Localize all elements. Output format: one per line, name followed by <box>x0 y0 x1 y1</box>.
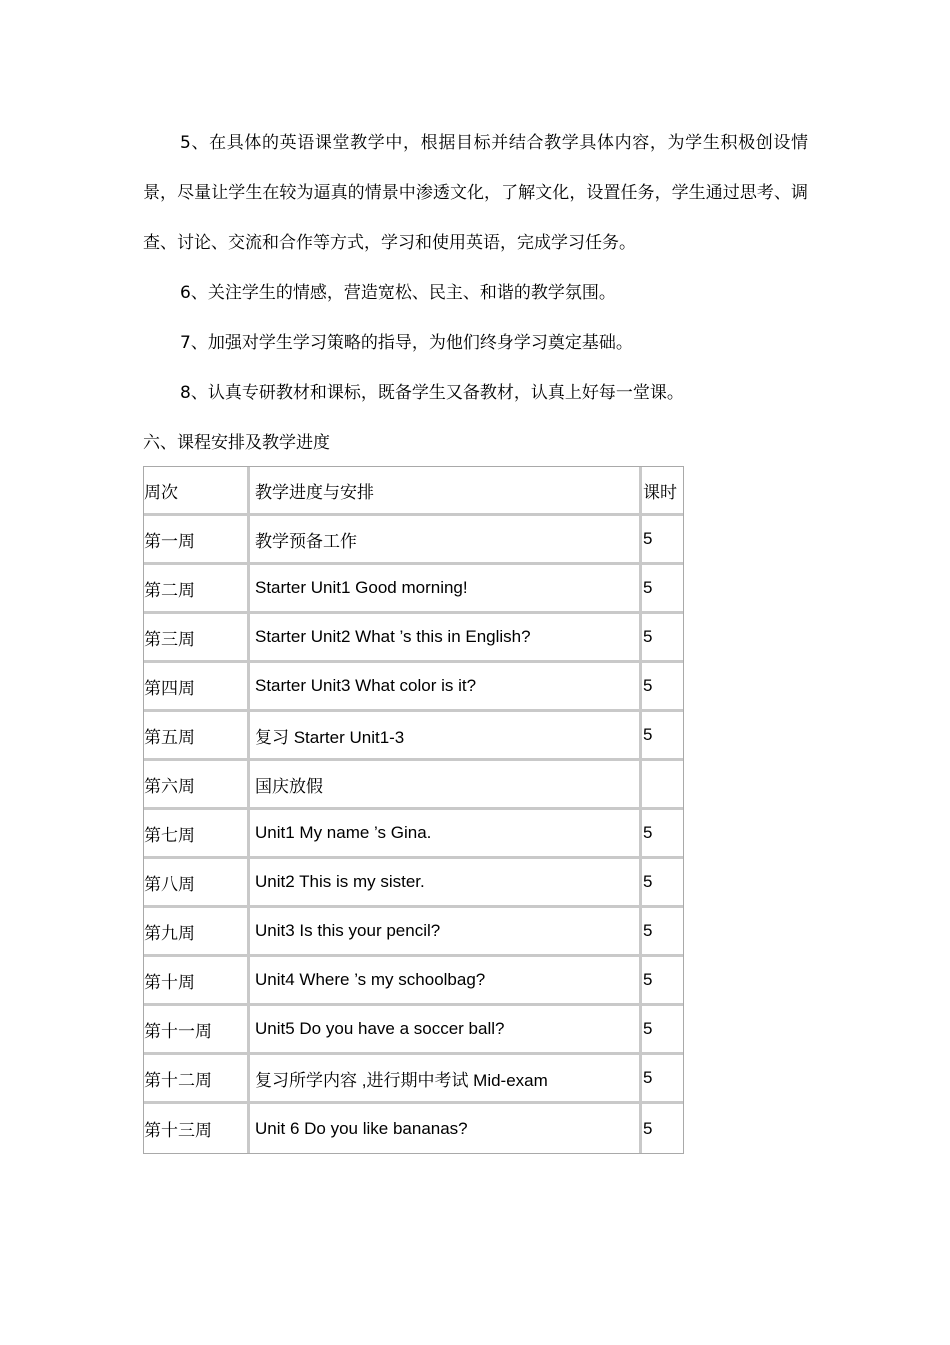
table-row <box>144 1104 683 1153</box>
week-cell: 第五周 <box>144 712 250 761</box>
content-cell: Starter Unit1 Good morning! <box>250 565 642 614</box>
hours-cell: 5 <box>642 516 683 565</box>
table-row <box>144 859 683 908</box>
table-row <box>144 1006 683 1055</box>
paragraph-7: 7、加强对学生学习策略的指导，为他们终身学习奠定基础。 <box>180 333 633 353</box>
hours-cell: 5 <box>642 908 683 957</box>
table-row <box>144 957 683 1006</box>
paragraph-6: 6、关注学生的情感，营造宽松、民主、和谐的教学氛围。 <box>180 283 616 303</box>
week-cell: 第十周 <box>144 957 250 1006</box>
header-content: 教学进度与安排 <box>250 467 642 516</box>
content-cell: Unit1 My name ’s Gina. <box>250 810 642 859</box>
week-cell: 第七周 <box>144 810 250 859</box>
table-header-row <box>144 467 683 516</box>
table-row <box>144 663 683 712</box>
hours-cell: 5 <box>642 957 683 1006</box>
paragraph-5: 5、在具体的英语课堂教学中，根据目标并结合教学具体内容，为学生积极创设情景，尽量让学生在较为逼真的情景中渗透文化，了解文化，设置任务，学生通过思考、调查、讨论、交流和合作等方式，学习和使用英语，完成学习任务。 <box>143 133 808 253</box>
table-row <box>144 516 683 565</box>
content-cell: 教学预备工作 <box>250 516 642 565</box>
hours-cell: 5 <box>643 1118 653 1138</box>
content-cell: 复习所学内容 ,进行期中考试 Mid-exam <box>250 1055 642 1104</box>
week-cell: 第一周 <box>144 516 250 565</box>
hours-cell: 5 <box>642 614 683 663</box>
hours-cell: 5 <box>642 1055 683 1104</box>
content-cell: Starter Unit2 What ’s this in English? <box>250 614 642 663</box>
content-cell: Unit5 Do you have a soccer ball? <box>250 1006 642 1055</box>
week-cell: 第四周 <box>144 663 250 712</box>
content-cell: 国庆放假 <box>250 761 642 810</box>
content-cell: Starter Unit3 What color is it? <box>250 663 642 712</box>
schedule-table <box>143 466 684 1154</box>
header-hours: 课时 <box>642 467 683 516</box>
table-row <box>144 1055 683 1104</box>
paragraph-8: 8、认真专研教材和课标，既备学生又备教材，认真上好每一堂课。 <box>180 383 684 403</box>
hours-cell: 5 <box>642 859 683 908</box>
section-title: 六、课程安排及教学进度 <box>143 433 330 453</box>
header-week: 周次 <box>144 467 250 516</box>
content-cell: Unit3 Is this your pencil? <box>250 908 642 957</box>
week-cell: 第十一周 <box>144 1006 250 1055</box>
hours-cell <box>642 761 683 810</box>
week-cell: 第十三周 <box>144 1104 250 1153</box>
week-cell: 第八周 <box>144 859 250 908</box>
hours-cell: 5 <box>642 1006 683 1055</box>
table-row <box>144 712 683 761</box>
table-row <box>144 614 683 663</box>
week-cell: 第十二周 <box>144 1055 250 1104</box>
hours-cell: 5 <box>642 663 683 712</box>
week-cell: 第九周 <box>144 908 250 957</box>
table-row <box>144 761 683 810</box>
table-row <box>144 810 683 859</box>
week-cell: 第三周 <box>144 614 250 663</box>
hours-cell: 5 <box>642 810 683 859</box>
hours-cell: 5 <box>642 565 683 614</box>
week-cell: 第六周 <box>144 761 250 810</box>
table-row <box>144 565 683 614</box>
content-cell: Unit4 Where ’s my schoolbag? <box>250 957 642 1006</box>
content-cell: 复习 Starter Unit1-3 <box>250 712 642 761</box>
content-cell: Unit 6 Do you like bananas? <box>250 1104 642 1153</box>
hours-cell: 5 <box>642 712 683 761</box>
week-cell: 第二周 <box>144 565 250 614</box>
content-cell: Unit2 This is my sister. <box>250 859 642 908</box>
table-row <box>144 908 683 957</box>
